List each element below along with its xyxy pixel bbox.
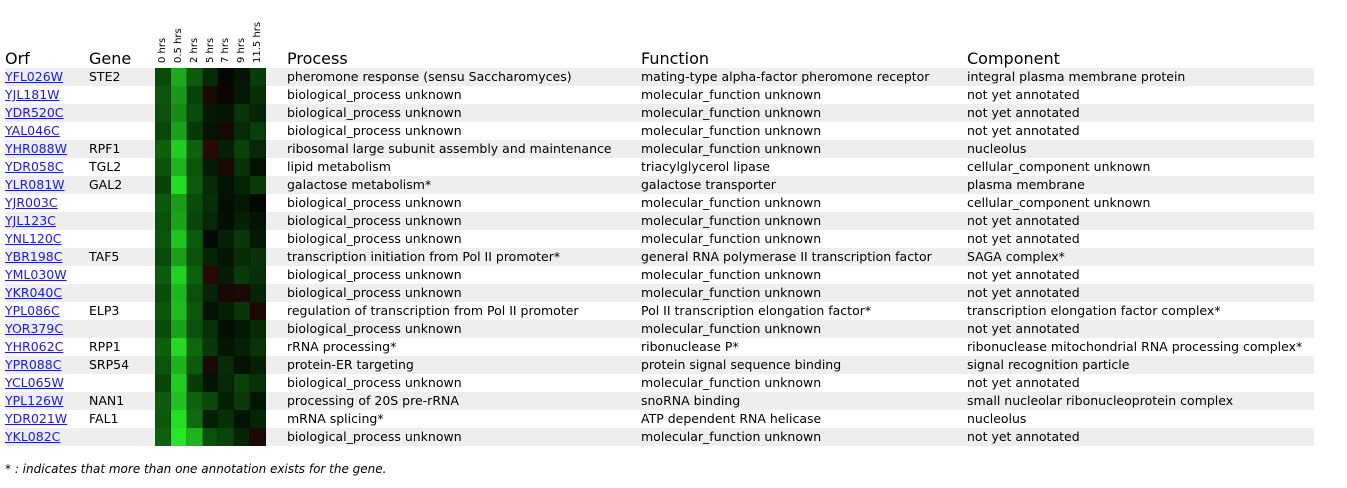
function-text: molecular_function unknown	[641, 375, 822, 390]
function-text: molecular_function unknown	[641, 105, 822, 120]
orf-link[interactable]: YKR040C	[5, 285, 63, 300]
heatmap-cell	[171, 410, 187, 428]
heatmap-cell	[234, 302, 250, 320]
heatmap-cell	[171, 374, 187, 392]
process-text: rRNA processing*	[287, 339, 397, 354]
table-row	[5, 284, 1314, 302]
heatmap-cell	[234, 140, 250, 158]
heatmap-cell	[187, 428, 203, 446]
expression-heatmap	[155, 266, 266, 284]
process-text: biological_process unknown	[287, 195, 462, 210]
heatmap-cell	[187, 140, 203, 158]
component-text: not yet annotated	[967, 429, 1080, 444]
header-function: Function	[641, 49, 710, 68]
table-row	[5, 212, 1314, 230]
header-process: Process	[287, 49, 348, 68]
heatmap-cell	[187, 266, 203, 284]
function-text: molecular_function unknown	[641, 429, 822, 444]
heatmap-cell	[171, 158, 187, 176]
function-text: molecular_function unknown	[641, 285, 822, 300]
function-text: molecular_function unknown	[641, 141, 822, 156]
table-row	[5, 428, 1314, 446]
heatmap-cell	[155, 428, 171, 446]
expression-heatmap	[155, 104, 266, 122]
heatmap-cell	[250, 284, 266, 302]
heatmap-cell	[171, 68, 187, 86]
function-text: ribonuclease P*	[641, 339, 739, 354]
orf-link[interactable]: YJL181W	[5, 87, 60, 102]
component-text: transcription elongation factor complex*	[967, 303, 1221, 318]
heatmap-cell	[203, 68, 219, 86]
component-text: not yet annotated	[967, 87, 1080, 102]
orf-link[interactable]: YHR088W	[5, 141, 67, 156]
heatmap-cell	[155, 122, 171, 140]
heatmap-cell	[203, 374, 219, 392]
component-text: cellular_component unknown	[967, 159, 1151, 174]
heatmap-cell	[250, 104, 266, 122]
heatmap-cell	[203, 320, 219, 338]
function-text: Pol II transcription elongation factor*	[641, 303, 872, 318]
heatmap-cell	[218, 320, 234, 338]
component-text: integral plasma membrane protein	[967, 69, 1186, 84]
heatmap-cell	[250, 176, 266, 194]
heatmap-cell	[203, 122, 219, 140]
expression-heatmap	[155, 410, 266, 428]
function-text: molecular_function unknown	[641, 87, 822, 102]
heatmap-cell	[171, 176, 187, 194]
component-text: not yet annotated	[967, 285, 1080, 300]
heatmap-cell	[218, 104, 234, 122]
table-row	[5, 68, 1314, 86]
component-text: plasma membrane	[967, 177, 1085, 192]
table-row	[5, 230, 1314, 248]
heatmap-cell	[218, 176, 234, 194]
heatmap-cell	[171, 428, 187, 446]
expression-heatmap	[155, 392, 266, 410]
table-row	[5, 194, 1314, 212]
heatmap-cell	[234, 428, 250, 446]
heatmap-cell	[155, 410, 171, 428]
process-text: mRNA splicing*	[287, 411, 384, 426]
heatmap-cell	[234, 86, 250, 104]
heatmap-cell	[234, 212, 250, 230]
heatmap-cell	[250, 248, 266, 266]
heatmap-cell	[171, 122, 187, 140]
heatmap-cell	[187, 212, 203, 230]
heatmap-cell	[250, 428, 266, 446]
heatmap-cell	[234, 122, 250, 140]
heatmap-cell	[155, 302, 171, 320]
expression-heatmap	[155, 158, 266, 176]
heatmap-cell	[250, 374, 266, 392]
process-text: biological_process unknown	[287, 123, 462, 138]
heatmap-cell	[155, 230, 171, 248]
heatmap-cell	[234, 266, 250, 284]
heatmap-cell	[155, 248, 171, 266]
heatmap-cell	[171, 266, 187, 284]
expression-heatmap	[155, 140, 266, 158]
process-text: lipid metabolism	[287, 159, 391, 174]
heatmap-cell	[218, 266, 234, 284]
process-text: biological_process unknown	[287, 87, 462, 102]
heatmap-cell	[171, 248, 187, 266]
heatmap-cell	[187, 356, 203, 374]
heatmap-cell	[187, 374, 203, 392]
heatmap-cell	[203, 428, 219, 446]
heatmap-cell	[203, 392, 219, 410]
component-text: not yet annotated	[967, 231, 1080, 246]
component-text: not yet annotated	[967, 267, 1080, 282]
table-row	[5, 374, 1314, 392]
gene-name: SRP54	[89, 357, 130, 372]
footnote: * : indicates that more than one annotation exists for the gene.	[5, 462, 387, 476]
orf-link[interactable]: YDR021W	[5, 411, 68, 426]
heatmap-cell	[250, 86, 266, 104]
timepoint-text: 9 hrs	[236, 37, 248, 63]
heatmap-cell	[187, 284, 203, 302]
gene-name: TAF5	[89, 249, 120, 264]
heatmap-cell	[234, 104, 250, 122]
heatmap-cell	[234, 320, 250, 338]
heatmap-cell	[187, 320, 203, 338]
heatmap-cell	[218, 338, 234, 356]
process-text: biological_process unknown	[287, 285, 462, 300]
timepoint-text: 5 hrs	[204, 37, 216, 63]
heatmap-cell	[155, 68, 171, 86]
timepoint-text: 0 hrs	[157, 37, 168, 63]
heatmap-cell	[171, 104, 187, 122]
gene-name: TGL2	[89, 159, 122, 174]
table-row	[5, 410, 1314, 428]
expression-heatmap	[155, 68, 266, 86]
heatmap-cell	[203, 266, 219, 284]
function-text: general RNA polymerase II transcription factor	[641, 249, 932, 264]
header-gene: Gene	[89, 49, 132, 68]
gene-name: RPP1	[89, 339, 121, 354]
heatmap-cell	[250, 212, 266, 230]
gene-name: STE2	[89, 69, 121, 84]
function-text: molecular_function unknown	[641, 267, 822, 282]
table-row	[5, 158, 1314, 176]
expression-heatmap	[155, 302, 266, 320]
heatmap-cell	[250, 302, 266, 320]
timepoint-text: 7 hrs	[220, 37, 232, 63]
heatmap-cell	[250, 338, 266, 356]
heatmap-cell	[203, 284, 219, 302]
heatmap-cell	[171, 212, 187, 230]
function-text: galactose transporter	[641, 177, 776, 192]
heatmap-cell	[234, 248, 250, 266]
orf-link[interactable]: YML030W	[5, 267, 67, 282]
heatmap-cell	[250, 230, 266, 248]
heatmap-cell	[218, 392, 234, 410]
table-row	[5, 140, 1314, 158]
heatmap-cell	[171, 356, 187, 374]
heatmap-cell	[203, 338, 219, 356]
table-row	[5, 122, 1314, 140]
process-text: biological_process unknown	[287, 213, 462, 228]
gene-name: GAL2	[89, 177, 123, 192]
heatmap-cell	[203, 302, 219, 320]
expression-heatmap	[155, 284, 266, 302]
function-text: ATP dependent RNA helicase	[641, 411, 822, 426]
component-text: cellular_component unknown	[967, 195, 1151, 210]
table-row	[5, 248, 1314, 266]
heatmap-cell	[187, 338, 203, 356]
orf-link[interactable]: YHR062C	[5, 339, 64, 354]
process-text: ribosomal large subunit assembly and maintenance	[287, 141, 612, 156]
heatmap-cell	[218, 86, 234, 104]
heatmap-cell	[155, 104, 171, 122]
heatmap-cell	[187, 248, 203, 266]
heatmap-cell	[155, 86, 171, 104]
orf-link[interactable]: YAL046C	[5, 123, 60, 138]
heatmap-cell	[234, 356, 250, 374]
expression-heatmap	[155, 230, 266, 248]
orf-link[interactable]: YNL120C	[5, 231, 62, 246]
heatmap-cell	[171, 284, 187, 302]
process-text: biological_process unknown	[287, 429, 462, 444]
expression-heatmap	[155, 428, 266, 446]
heatmap-cell	[155, 176, 171, 194]
process-text: transcription initiation from Pol II promoter*	[287, 249, 561, 264]
timepoint-text: 0.5 hrs	[172, 28, 184, 63]
function-text: molecular_function unknown	[641, 321, 822, 336]
gene-name: FAL1	[89, 411, 119, 426]
heatmap-cell	[203, 212, 219, 230]
process-text: biological_process unknown	[287, 267, 462, 282]
heatmap-cell	[171, 338, 187, 356]
heatmap-cell	[187, 68, 203, 86]
heatmap-cell	[155, 356, 171, 374]
component-text: not yet annotated	[967, 123, 1080, 138]
heatmap-cell	[155, 338, 171, 356]
heatmap-cell	[155, 374, 171, 392]
heatmap-cell	[234, 338, 250, 356]
heatmap-cell	[218, 248, 234, 266]
heatmap-cell	[155, 266, 171, 284]
component-text: small nucleolar ribonucleoprotein complex	[967, 393, 1234, 408]
heatmap-cell	[218, 374, 234, 392]
expression-heatmap	[155, 320, 266, 338]
header-orf: Orf	[5, 49, 30, 68]
process-text: biological_process unknown	[287, 231, 462, 246]
heatmap-cell	[250, 266, 266, 284]
heatmap-cell	[218, 284, 234, 302]
component-text: ribonuclease mitochondrial RNA processing complex*	[967, 339, 1303, 354]
heatmap-cell	[234, 284, 250, 302]
heatmap-cell	[218, 428, 234, 446]
heatmap-cell	[218, 212, 234, 230]
heatmap-cell	[155, 284, 171, 302]
heatmap-cell	[234, 194, 250, 212]
heatmap-cell	[187, 194, 203, 212]
function-text: mating-type alpha-factor pheromone receptor	[641, 69, 930, 84]
heatmap-cell	[218, 356, 234, 374]
table-row	[5, 176, 1314, 194]
heatmap-cell	[187, 176, 203, 194]
orf-link[interactable]: YPL126W	[5, 393, 64, 408]
heatmap-cell	[187, 158, 203, 176]
heatmap-cell	[187, 410, 203, 428]
heatmap-cell	[234, 68, 250, 86]
heatmap-cell	[250, 194, 266, 212]
function-text: triacylglycerol lipase	[641, 159, 770, 174]
component-text: not yet annotated	[967, 105, 1080, 120]
heatmap-cell	[250, 392, 266, 410]
process-text: pheromone response (sensu Saccharomyces)	[287, 69, 572, 84]
orf-link[interactable]: YDR520C	[5, 105, 64, 120]
heatmap-cell	[155, 140, 171, 158]
process-text: biological_process unknown	[287, 375, 462, 390]
heatmap-cell	[187, 302, 203, 320]
heatmap-cell	[171, 140, 187, 158]
heatmap-cell	[234, 230, 250, 248]
heatmap-cell	[250, 356, 266, 374]
function-text: molecular_function unknown	[641, 123, 822, 138]
heatmap-cell	[187, 392, 203, 410]
orf-link[interactable]: YFL026W	[5, 69, 64, 84]
component-text: not yet annotated	[967, 321, 1080, 336]
timepoint-text: 11.5 hrs	[252, 21, 264, 63]
heatmap-cell	[187, 122, 203, 140]
timepoint-text: 2 hrs	[188, 37, 200, 63]
process-text: regulation of transcription from Pol II promoter	[287, 303, 579, 318]
orf-link[interactable]: YPR088C	[5, 357, 62, 372]
header-component: Component	[967, 49, 1060, 68]
heatmap-cell	[218, 158, 234, 176]
process-text: biological_process unknown	[287, 105, 462, 120]
orf-link[interactable]: YJL123C	[5, 213, 56, 228]
table-row	[5, 104, 1314, 122]
orf-link[interactable]: YOR379C	[5, 321, 64, 336]
table-row	[5, 392, 1314, 410]
heatmap-cell	[218, 410, 234, 428]
heatmap-cell	[203, 410, 219, 428]
heatmap-cell	[218, 68, 234, 86]
table-row	[5, 320, 1314, 338]
expression-heatmap	[155, 212, 266, 230]
expression-heatmap	[155, 194, 266, 212]
gene-name: NAN1	[89, 393, 125, 408]
heatmap-cell	[250, 410, 266, 428]
heatmap-cell	[218, 122, 234, 140]
gene-name: ELP3	[89, 303, 120, 318]
component-text: not yet annotated	[967, 213, 1080, 228]
heatmap-cell	[171, 392, 187, 410]
heatmap-cell	[234, 410, 250, 428]
heatmap-cell	[250, 68, 266, 86]
table-row	[5, 356, 1314, 374]
expression-heatmap	[155, 176, 266, 194]
heatmap-cell	[171, 320, 187, 338]
component-text: nucleolus	[967, 141, 1027, 156]
component-text: SAGA complex*	[967, 249, 1065, 264]
orf-link[interactable]: YJR003C	[5, 195, 58, 210]
function-text: molecular_function unknown	[641, 231, 822, 246]
function-text: molecular_function unknown	[641, 213, 822, 228]
expression-heatmap	[155, 86, 266, 104]
heatmap-cell	[250, 140, 266, 158]
expression-heatmap	[155, 248, 266, 266]
heatmap-cell	[171, 302, 187, 320]
heatmap-cell	[187, 86, 203, 104]
heatmap-cell	[218, 230, 234, 248]
heatmap-cell	[250, 122, 266, 140]
process-text: galactose metabolism*	[287, 177, 432, 192]
heatmap-cell	[155, 212, 171, 230]
heatmap-cell	[203, 140, 219, 158]
expression-heatmap	[155, 122, 266, 140]
heatmap-cell	[187, 230, 203, 248]
heatmap-cell	[203, 158, 219, 176]
component-text: nucleolus	[967, 411, 1027, 426]
orf-link[interactable]: YLR081W	[5, 177, 65, 192]
orf-link[interactable]: YKL082C	[5, 429, 61, 444]
function-text: protein signal sequence binding	[641, 357, 842, 372]
gene-table	[5, 68, 1314, 446]
expression-heatmap	[155, 374, 266, 392]
heatmap-cell	[250, 320, 266, 338]
heatmap-cell	[187, 104, 203, 122]
orf-link[interactable]: YPL086C	[5, 303, 60, 318]
heatmap-cell	[203, 356, 219, 374]
component-text: not yet annotated	[967, 375, 1080, 390]
heatmap-cell	[218, 302, 234, 320]
process-text: processing of 20S pre-rRNA	[287, 393, 459, 408]
table-row	[5, 338, 1314, 356]
heatmap-cell	[234, 392, 250, 410]
heatmap-cell	[218, 140, 234, 158]
heatmap-cell	[171, 230, 187, 248]
heatmap-cell	[234, 158, 250, 176]
heatmap-cell	[234, 176, 250, 194]
heatmap-cell	[218, 194, 234, 212]
table-row	[5, 302, 1314, 320]
gene-name: RPF1	[89, 141, 121, 156]
orf-link[interactable]: YCL065W	[5, 375, 64, 390]
heatmap-cell	[171, 194, 187, 212]
heatmap-cell	[155, 158, 171, 176]
heatmap-cell	[203, 176, 219, 194]
heatmap-cell	[171, 86, 187, 104]
heatmap-cell	[250, 158, 266, 176]
heatmap-cell	[203, 248, 219, 266]
heatmap-cell	[155, 392, 171, 410]
process-text: protein-ER targeting	[287, 357, 414, 372]
table-row	[5, 86, 1314, 104]
component-text: signal recognition particle	[967, 357, 1130, 372]
orf-link[interactable]: YDR058C	[5, 159, 64, 174]
heatmap-cell	[234, 374, 250, 392]
heatmap-cell	[203, 86, 219, 104]
function-text: snoRNA binding	[641, 393, 741, 408]
expression-heatmap	[155, 338, 266, 356]
heatmap-cell	[155, 194, 171, 212]
function-text: molecular_function unknown	[641, 195, 822, 210]
process-text: biological_process unknown	[287, 321, 462, 336]
orf-link[interactable]: YBR198C	[5, 249, 63, 264]
expression-heatmap	[155, 356, 266, 374]
table-row	[5, 266, 1314, 284]
heatmap-cell	[155, 320, 171, 338]
heatmap-cell	[203, 230, 219, 248]
heatmap-cell	[203, 104, 219, 122]
heatmap-cell	[203, 194, 219, 212]
